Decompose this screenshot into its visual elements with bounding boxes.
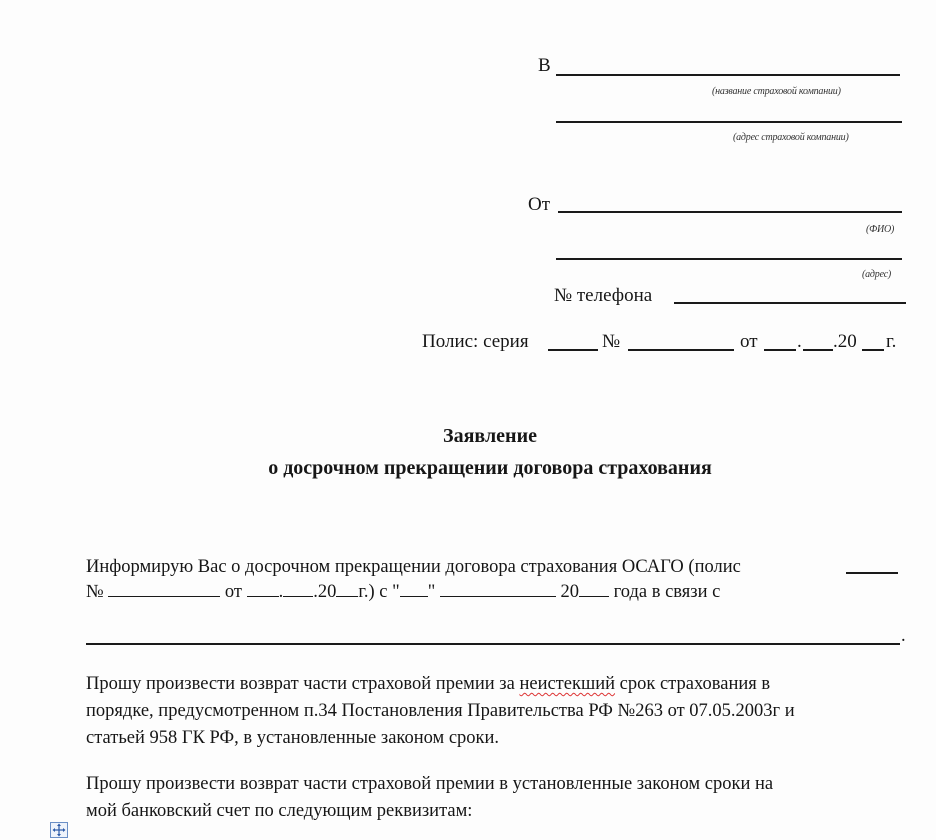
para1-close: г.) с "	[358, 582, 400, 602]
policy-number-sign: №	[602, 331, 621, 352]
document-subtitle: о досрочном прекращении договора страхования	[268, 457, 712, 479]
policy-year-suffix: г.	[886, 331, 897, 352]
para1-dot: .	[278, 582, 284, 602]
insurer-address-caption: (адрес страховой компании)	[733, 132, 849, 143]
phone-line	[674, 302, 906, 304]
policy-from-label: от	[740, 331, 758, 352]
applicant-address-line	[556, 258, 902, 260]
para1-reason-line	[86, 643, 900, 645]
para1-year-blank	[336, 582, 358, 597]
applicant-name-caption: (ФИО)	[866, 224, 895, 235]
para1-number-sign: №	[86, 582, 104, 602]
para1-twenty: 20	[560, 582, 579, 602]
policy-label: Полис: серия	[422, 331, 529, 352]
phone-label: № телефона	[554, 285, 653, 306]
para1-day-blank	[247, 582, 279, 597]
policy-year-prefix: .20	[833, 331, 857, 352]
applicant-name-line	[558, 211, 902, 213]
para2-line2: порядке, предусмотренном п.34 Постановления Правительства РФ №263 от 07.05.2003г и	[86, 701, 795, 721]
applicant-address-caption: (адрес)	[862, 269, 892, 280]
para2-text-b: срок страхования в	[615, 674, 771, 694]
para1-month-blank	[283, 582, 313, 597]
insurer-name-caption: (название страховой компании)	[712, 86, 841, 97]
move-arrows-icon[interactable]	[50, 822, 68, 838]
para1-from: от	[224, 582, 242, 602]
policy-day-line	[764, 349, 796, 351]
para1-date-blank	[400, 582, 428, 597]
para2-spellcheck-word: неистекший	[519, 674, 616, 694]
para1-end-dot: .	[901, 626, 906, 646]
policy-year-line	[862, 349, 884, 351]
to-prefix: В	[538, 55, 551, 76]
para3-line2: мой банковский счет по следующим реквизитам:	[86, 801, 473, 821]
para1-year-prefix: .20	[313, 582, 337, 602]
insurer-name-line	[556, 74, 900, 76]
para2-line1	[86, 672, 770, 697]
policy-series-line	[548, 349, 598, 351]
para1-line2	[86, 580, 720, 605]
from-prefix: От	[528, 194, 551, 215]
para1-month-name-blank	[440, 582, 556, 597]
para3-line1: Прошу произвести возврат части страховой премии в установленные законом сроки на	[86, 774, 774, 794]
para1-quote: "	[427, 582, 436, 602]
policy-dot: .	[797, 331, 802, 352]
insurer-address-line	[556, 121, 902, 123]
para1-number-blank	[108, 582, 220, 597]
policy-month-line	[803, 349, 833, 351]
para2-text-a: Прошу произвести возврат части страховой премии за	[86, 674, 520, 694]
para1-policy-series-line	[846, 572, 898, 574]
para1-tail: года в связи с	[613, 582, 721, 602]
para1-line1: Информирую Вас о досрочном прекращении договора страхования ОСАГО (полис	[86, 557, 741, 577]
policy-number-line	[628, 349, 734, 351]
para2-line3: статьей 958 ГК РФ, в установленные законом сроки.	[86, 728, 500, 748]
para1-year2-blank	[579, 582, 609, 597]
document-title: Заявление	[443, 425, 537, 447]
